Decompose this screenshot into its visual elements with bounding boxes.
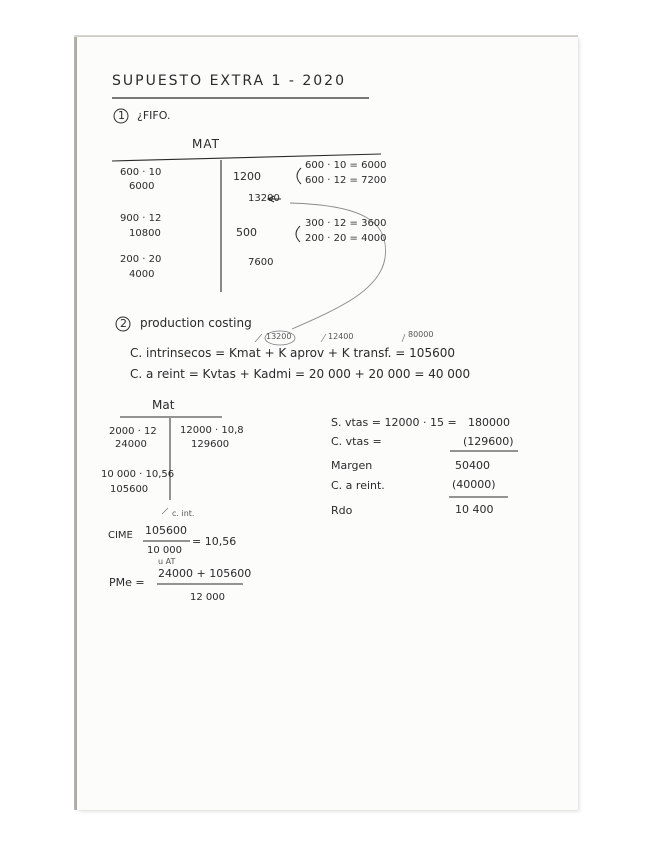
- annotation: 80000: [408, 330, 434, 339]
- section-1-number: 1: [118, 109, 125, 122]
- mat-entry-qty: 900 · 12: [120, 213, 162, 224]
- result-value: (40000): [452, 478, 496, 491]
- mat-entry-value: 10800: [129, 228, 161, 239]
- cime-denominator: 10 000: [147, 545, 182, 556]
- mat-exit-line: 200 · 20 = 4000: [305, 233, 387, 244]
- mat-exit-line: 600 · 12 = 7200: [305, 175, 387, 186]
- mat-exit-line: 12000 · 10,8: [180, 425, 244, 436]
- mat-exit-total: 13200: [248, 193, 280, 204]
- mat-entry-qty: 2000 · 12: [109, 426, 157, 437]
- annotation: c. int.: [172, 509, 195, 518]
- mat-entry-value: 6000: [129, 181, 155, 192]
- mat-entry-qty: 600 · 10: [120, 167, 162, 178]
- mat-exit-line: 300 · 12 = 3600: [305, 218, 387, 229]
- result-value: 10 400: [455, 503, 494, 516]
- mat-exit-qty: 1200: [233, 170, 261, 183]
- annotation: 13200: [266, 332, 292, 341]
- mat-exit-qty: 500: [236, 226, 257, 239]
- mat-entry-value: 105600: [110, 484, 149, 495]
- pme-numerator: 24000 + 105600: [158, 567, 252, 580]
- section-1-label: ¿FIFO.: [137, 109, 171, 122]
- mat-entry-qty: 10 000 · 10,56: [101, 469, 175, 480]
- mat-entry-value: 4000: [129, 269, 155, 280]
- mat-exit-total: 7600: [248, 257, 274, 268]
- pme-denominator: 12 000: [190, 592, 225, 603]
- result-label: Rdo: [331, 504, 353, 517]
- result-label: C. vtas =: [331, 435, 382, 448]
- cime-numerator: 105600: [145, 524, 187, 537]
- cime-result: = 10,56: [192, 535, 237, 548]
- section-2-number: 2: [120, 317, 127, 330]
- cime-label: CIME: [108, 530, 133, 541]
- result-value: 50400: [455, 459, 490, 472]
- mat-exit-value: 129600: [191, 439, 230, 450]
- pme-label: PMe =: [109, 576, 145, 589]
- result-value: 180000: [468, 416, 510, 429]
- t-account-title-mat: MAT: [192, 137, 220, 151]
- result-label: S. vtas = 12000 · 15 =: [331, 416, 457, 429]
- annotation: u AT: [158, 557, 176, 566]
- t-account-title-mat: Mat: [152, 398, 175, 412]
- result-label: C. a reint.: [331, 479, 385, 492]
- annotation: 12400: [328, 332, 354, 341]
- page-title: SUPUESTO EXTRA 1 - 2020: [112, 73, 346, 89]
- mat-entry-value: 24000: [115, 439, 147, 450]
- equation-a-reint: C. a reint = Kvtas + Kadmi = 20 000 + 20 000 = 40 000: [130, 367, 471, 381]
- section-2-label: production costing: [140, 316, 252, 330]
- result-value: (129600): [463, 435, 514, 448]
- equation-intrinsecos: C. intrinsecos = Kmat + K aprov + K transf. = 105600: [130, 346, 455, 360]
- result-label: Margen: [331, 459, 373, 472]
- mat-exit-line: 600 · 10 = 6000: [305, 160, 387, 171]
- mat-entry-qty: 200 · 20: [120, 254, 162, 265]
